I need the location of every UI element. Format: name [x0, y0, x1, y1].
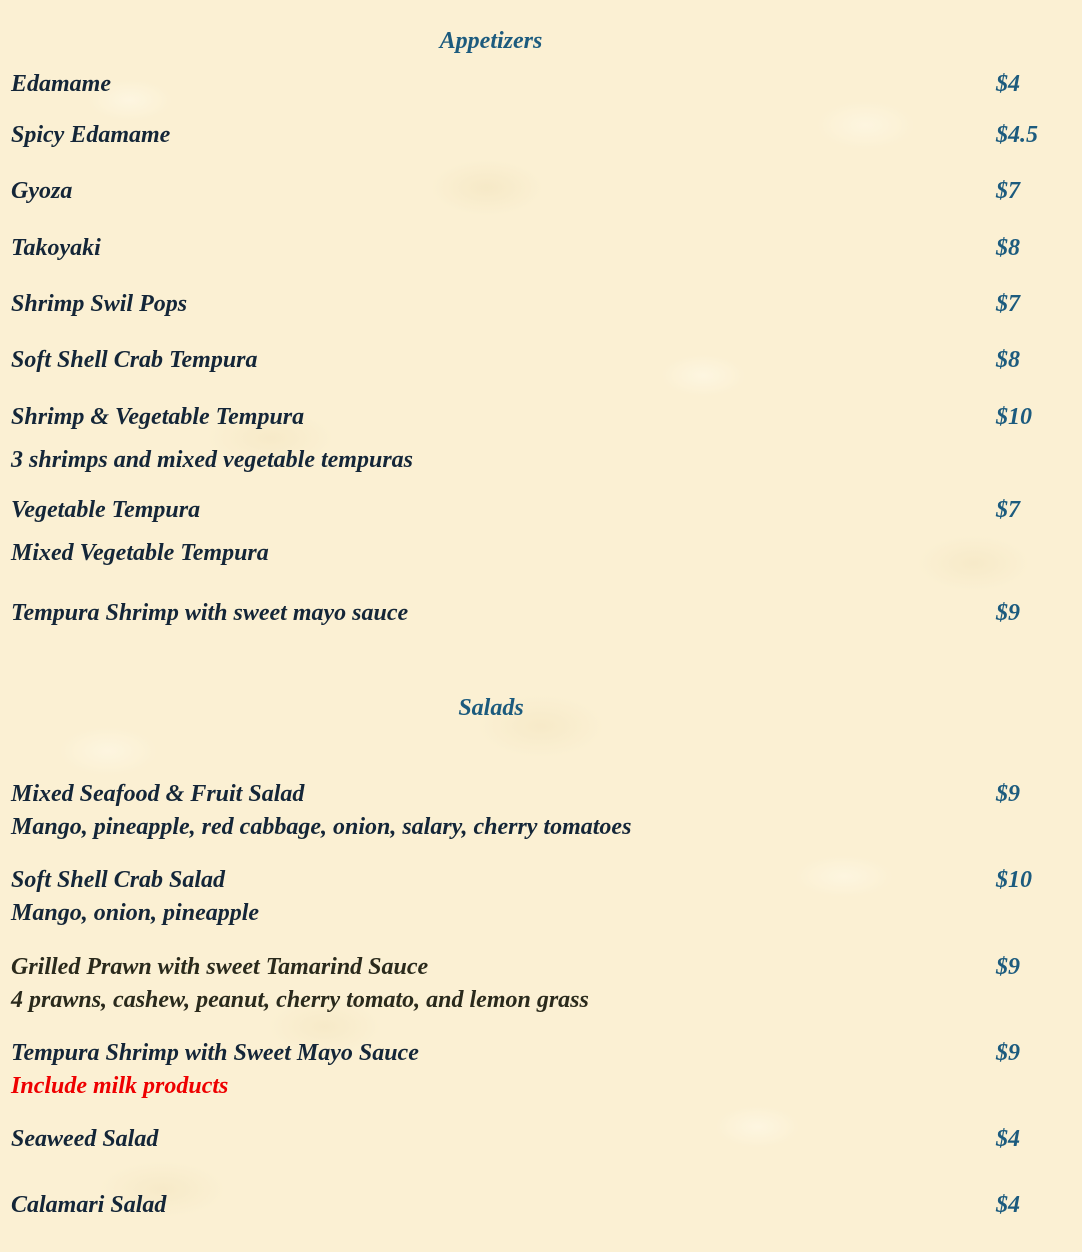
menu-item-name: Shrimp & Vegetable Tempura [11, 404, 305, 430]
menu-item-description: 4 prawns, cashew, peanut, cherry tomato, and lemon grass [11, 987, 589, 1013]
menu-item-name: Gyoza [11, 178, 73, 204]
menu-item-price: $10 [996, 867, 1032, 893]
menu-item-price: $10 [996, 404, 1032, 430]
section-title-appetizers: Appetizers [439, 28, 543, 54]
menu-item-price: $7 [996, 291, 1020, 317]
menu-item-name: Calamari Salad [11, 1192, 167, 1218]
menu-item-name: Tempura Shrimp with sweet mayo sauce [11, 600, 409, 626]
menu-item-price: $9 [996, 1040, 1020, 1066]
menu-item-name: Tempura Shrimp with Sweet Mayo Sauce [11, 1040, 419, 1066]
menu-item-description: Mango, onion, pineapple [11, 900, 260, 926]
menu-item-price: $9 [996, 781, 1020, 807]
menu-item-description: 3 shrimps and mixed vegetable tempuras [11, 447, 413, 473]
menu-item-name: Takoyaki [11, 235, 101, 261]
menu-item-price: $8 [996, 347, 1020, 373]
menu-item-description: Mixed Vegetable Tempura [11, 540, 269, 566]
menu-item-name: Edamame [11, 71, 111, 97]
menu-item-price: $8 [996, 235, 1020, 261]
menu-item-name: Soft Shell Crab Tempura [11, 347, 258, 373]
menu-item-name: Shrimp Swil Pops [11, 291, 188, 317]
menu-item-price: $4 [996, 1126, 1020, 1152]
menu-item-description: Mango, pineapple, red cabbage, onion, salary, cherry tomatoes [11, 814, 632, 840]
menu-item-price: $7 [996, 178, 1020, 204]
menu-item-name: Soft Shell Crab Salad [11, 867, 226, 893]
menu-item-name: Spicy Edamame [11, 122, 171, 148]
menu-item-price: $4 [996, 71, 1020, 97]
menu-item-price: $9 [996, 600, 1020, 626]
menu-item-name: Mixed Seafood & Fruit Salad [11, 781, 305, 807]
allergen-warning: Include milk products [11, 1073, 229, 1099]
menu-item-name: Grilled Prawn with sweet Tamarind Sauce [11, 954, 429, 980]
menu-item-price: $7 [996, 497, 1020, 523]
menu-item-price: $9 [996, 954, 1020, 980]
menu-item-price: $4 [996, 1192, 1020, 1218]
menu-item-name: Vegetable Tempura [11, 497, 201, 523]
menu-item-name: Seaweed Salad [11, 1126, 159, 1152]
section-title-salads: Salads [458, 695, 524, 721]
menu-item-price: $4.5 [996, 122, 1038, 148]
